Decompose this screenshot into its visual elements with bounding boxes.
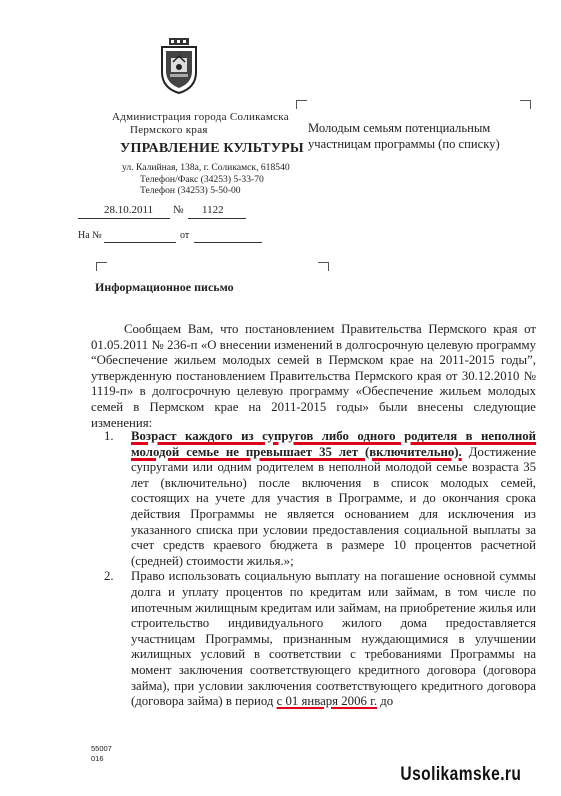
heading-corner-left [96,262,107,271]
item-text: Право использовать социальную выплату на погашение основной суммы долга и уплату процентов по кредитам или займам, в том числе по ипотечным жилищным кредитам или займам, на приобретение жилья или строительство индивидуального жилого дома предоставляется участницам Программы, признанным нуждающимися в улучшении жилищных условий в соответствии с требованиями Программы на момент заключения соответствующего кредитного договора (договора займа), при условии заключения соответствующего кредитного договора (договора займа) в период [131,569,536,709]
date-highlight: с 01 января 2006 г. [276,694,378,709]
recipient-corner-left [296,100,307,109]
date-underline [78,218,170,219]
phone: Телефон (34253) 5-50-00 [140,185,241,196]
administration-line-2: Пермского края [130,124,208,136]
department-name: УПРАВЛЕНИЕ КУЛЬТУРЫ [120,141,304,156]
from-underline [194,242,262,243]
coat-of-arms-icon [158,38,200,94]
letter-intro [91,322,536,431]
age-requirement-highlight: Возраст каждого из супругов либо одного родителя в неполной молодой семье не превышает 35 лет (включительно). [131,429,536,459]
from-label: от [180,230,190,241]
item-text-end: до [377,694,394,709]
address: ул. Калийная, 138а, г. Соликамск, 618540 [122,162,290,173]
list-item [104,429,536,569]
number-label: № [173,204,184,216]
list-marker: 2. [104,569,114,584]
list-item [104,569,536,709]
item-text: Достижение супругами или одним родителем в неполной молодой семье возраста 35 лет (включительно) после включения в список молодых семей, состоящих на учете для участия в Программе, и до окончания срока действия Программы не является основанием для исключения из указанного списка при условии предоставления социальной выплаты за счет средств краевого бюджета в размере 10 процентов расчетной (средней) стоимости жилья.»; [131,444,537,568]
reference-label: На № [78,230,102,241]
phone-fax: Телефон/Факс (34253) 5-33-70 [140,174,264,185]
document-code [91,744,112,764]
intro-paragraph: Сообщаем Вам, что постановлением Правительства Пермского края от 01.05.2011 № 236-п «О внесении изменений в долгосрочную целевую программу “Обеспечение жильем молодых семей в Пермском крае на 2011-2015 годы”, утвержденную постановлением Правительства Пермского края от 30.12.2010 № 1119-п» в долгосрочную целевую программу «Обеспечение жильем молодых семей в Пермском крае на 2011-2015 годы» были внесены следующие изменения: [91,322,536,430]
recipient-block: Молодым семьям потенциальным участницам программы (по списку) [308,121,500,151]
reference-underline [104,242,176,243]
reference-row [78,230,190,241]
recipient-corner-right [520,100,531,109]
letter-number: 1122 [202,204,224,216]
code-line-2: 016 [91,754,104,763]
administration-line-1: Администрация города Соликамска [112,111,289,123]
letter-date: 28.10.2011 [104,204,154,216]
code-line-1: 55007 [91,744,112,753]
list-marker: 1. [104,429,114,443]
letter-heading: Информационное письмо [95,280,234,294]
number-underline [188,218,246,219]
site-watermark: Usolikamske.ru [400,764,522,785]
changes-list [104,429,536,710]
heading-corner-right [318,262,329,271]
